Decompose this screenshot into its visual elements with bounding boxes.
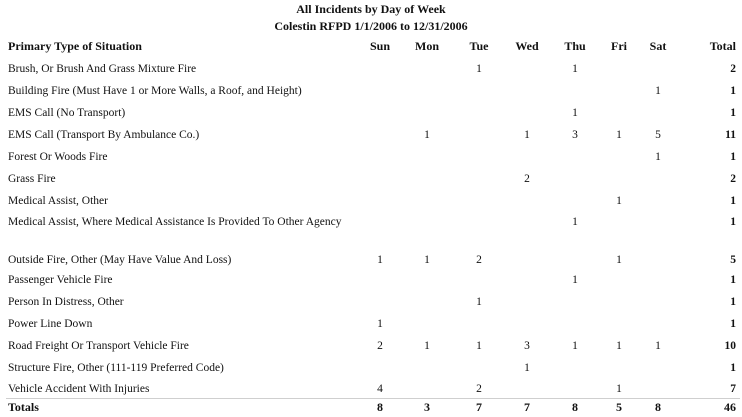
row-cell-wed: 1 xyxy=(524,362,530,374)
row-cell-fri: 1 xyxy=(616,383,622,395)
row-total: 1 xyxy=(730,274,736,286)
row-cell-thu: 1 xyxy=(572,274,578,286)
header-sun: Sun xyxy=(369,39,391,53)
row-cell-thu: 1 xyxy=(572,340,578,352)
header-type: Primary Type of Situation xyxy=(8,39,142,53)
table-row xyxy=(0,62,742,84)
totals-cell-fri: 5 xyxy=(616,400,622,414)
row-cell-sat: 1 xyxy=(655,85,661,97)
table-row xyxy=(0,128,742,150)
row-label: Grass Fire xyxy=(8,173,56,185)
row-label: EMS Call (No Transport) xyxy=(8,107,126,119)
row-label: Forest Or Woods Fire xyxy=(8,151,108,163)
table-row xyxy=(0,317,742,339)
row-label: Medical Assist, Other xyxy=(8,195,108,207)
row-cell-sun: 2 xyxy=(377,340,383,352)
row-total: 1 xyxy=(730,107,736,119)
row-cell-sat: 5 xyxy=(655,129,661,141)
totals-divider xyxy=(6,398,740,399)
table-row xyxy=(0,273,742,295)
header-fri: Fri xyxy=(611,39,627,53)
row-cell-mon: 1 xyxy=(424,340,430,352)
row-label: Power Line Down xyxy=(8,318,93,330)
table-row xyxy=(0,194,742,215)
row-cell-wed: 2 xyxy=(524,173,530,185)
table-row xyxy=(0,295,742,317)
report-title: All Incidents by Day of Week xyxy=(296,2,446,16)
totals-cell-sun: 8 xyxy=(377,400,383,414)
header-sat: Sat xyxy=(649,39,667,53)
row-label: EMS Call (Transport By Ambulance Co.) xyxy=(8,129,200,141)
row-total: 2 xyxy=(730,63,736,75)
row-cell-thu: 1 xyxy=(572,63,578,75)
row-cell-thu: 1 xyxy=(572,107,578,119)
table-row xyxy=(0,84,742,106)
row-cell-thu: 1 xyxy=(572,216,578,228)
row-cell-sat: 1 xyxy=(655,151,661,163)
row-cell-thu: 3 xyxy=(572,129,578,141)
header-tue: Tue xyxy=(469,39,489,53)
row-total: 11 xyxy=(725,129,736,141)
row-total: 7 xyxy=(730,383,736,395)
row-cell-sat: 1 xyxy=(655,340,661,352)
table-row xyxy=(0,150,742,172)
row-cell-sun: 1 xyxy=(377,254,383,266)
report-subtitle: Colestin RFPD 1/1/2006 to 12/31/2006 xyxy=(274,19,468,33)
table-row xyxy=(0,172,742,194)
row-total: 1 xyxy=(730,85,736,97)
row-total: 5 xyxy=(730,254,736,266)
row-cell-tue: 1 xyxy=(476,340,482,352)
row-total: 2 xyxy=(730,173,736,185)
row-label: Structure Fire, Other (111-119 Preferred Code) xyxy=(8,362,224,374)
row-total: 1 xyxy=(730,318,736,330)
row-label: Outside Fire, Other (May Have Value And Loss) xyxy=(8,254,232,266)
header-wed: Wed xyxy=(515,39,539,53)
header-mon: Mon xyxy=(415,39,439,53)
table-row xyxy=(0,106,742,128)
totals-cell-wed: 7 xyxy=(524,400,530,414)
row-total: 1 xyxy=(730,362,736,374)
totals-label: Totals xyxy=(8,400,39,414)
row-cell-tue: 2 xyxy=(476,383,482,395)
row-label: Medical Assist, Where Medical Assistance Is Provided To Other Agency xyxy=(8,216,342,228)
row-cell-wed: 3 xyxy=(524,340,530,352)
row-cell-sun: 4 xyxy=(377,383,383,395)
table-row xyxy=(0,215,742,253)
table-row xyxy=(0,382,742,398)
row-total: 1 xyxy=(730,151,736,163)
row-total: 10 xyxy=(724,340,736,352)
row-cell-tue: 2 xyxy=(476,254,482,266)
row-total: 1 xyxy=(730,296,736,308)
totals-cell-tue: 7 xyxy=(476,400,482,414)
row-cell-mon: 1 xyxy=(424,129,430,141)
row-cell-mon: 1 xyxy=(424,254,430,266)
row-cell-wed: 1 xyxy=(524,129,530,141)
row-label: Brush, Or Brush And Grass Mixture Fire xyxy=(8,63,197,75)
row-cell-fri: 1 xyxy=(616,340,622,352)
row-label: Road Freight Or Transport Vehicle Fire xyxy=(8,340,189,352)
table-row xyxy=(0,253,742,273)
row-cell-fri: 1 xyxy=(616,254,622,266)
row-cell-fri: 1 xyxy=(616,129,622,141)
row-cell-tue: 1 xyxy=(476,63,482,75)
totals-cell-sat: 8 xyxy=(655,400,661,414)
header-thu: Thu xyxy=(564,39,586,53)
row-cell-sun: 1 xyxy=(377,318,383,330)
row-cell-fri: 1 xyxy=(616,195,622,207)
row-label: Passenger Vehicle Fire xyxy=(8,274,113,286)
row-total: 1 xyxy=(730,216,736,228)
row-label: Person In Distress, Other xyxy=(8,296,124,308)
row-label: Vehicle Accident With Injuries xyxy=(8,383,150,395)
header-total: Total xyxy=(709,39,736,53)
row-total: 1 xyxy=(730,195,736,207)
row-label: Building Fire (Must Have 1 or More Walls, a Roof, and Height) xyxy=(8,85,302,97)
row-cell-tue: 1 xyxy=(476,296,482,308)
totals-cell-thu: 8 xyxy=(572,400,578,414)
grand-total: 46 xyxy=(724,400,736,414)
table-row xyxy=(0,361,742,382)
totals-cell-mon: 3 xyxy=(424,400,430,414)
table-row xyxy=(0,339,742,361)
